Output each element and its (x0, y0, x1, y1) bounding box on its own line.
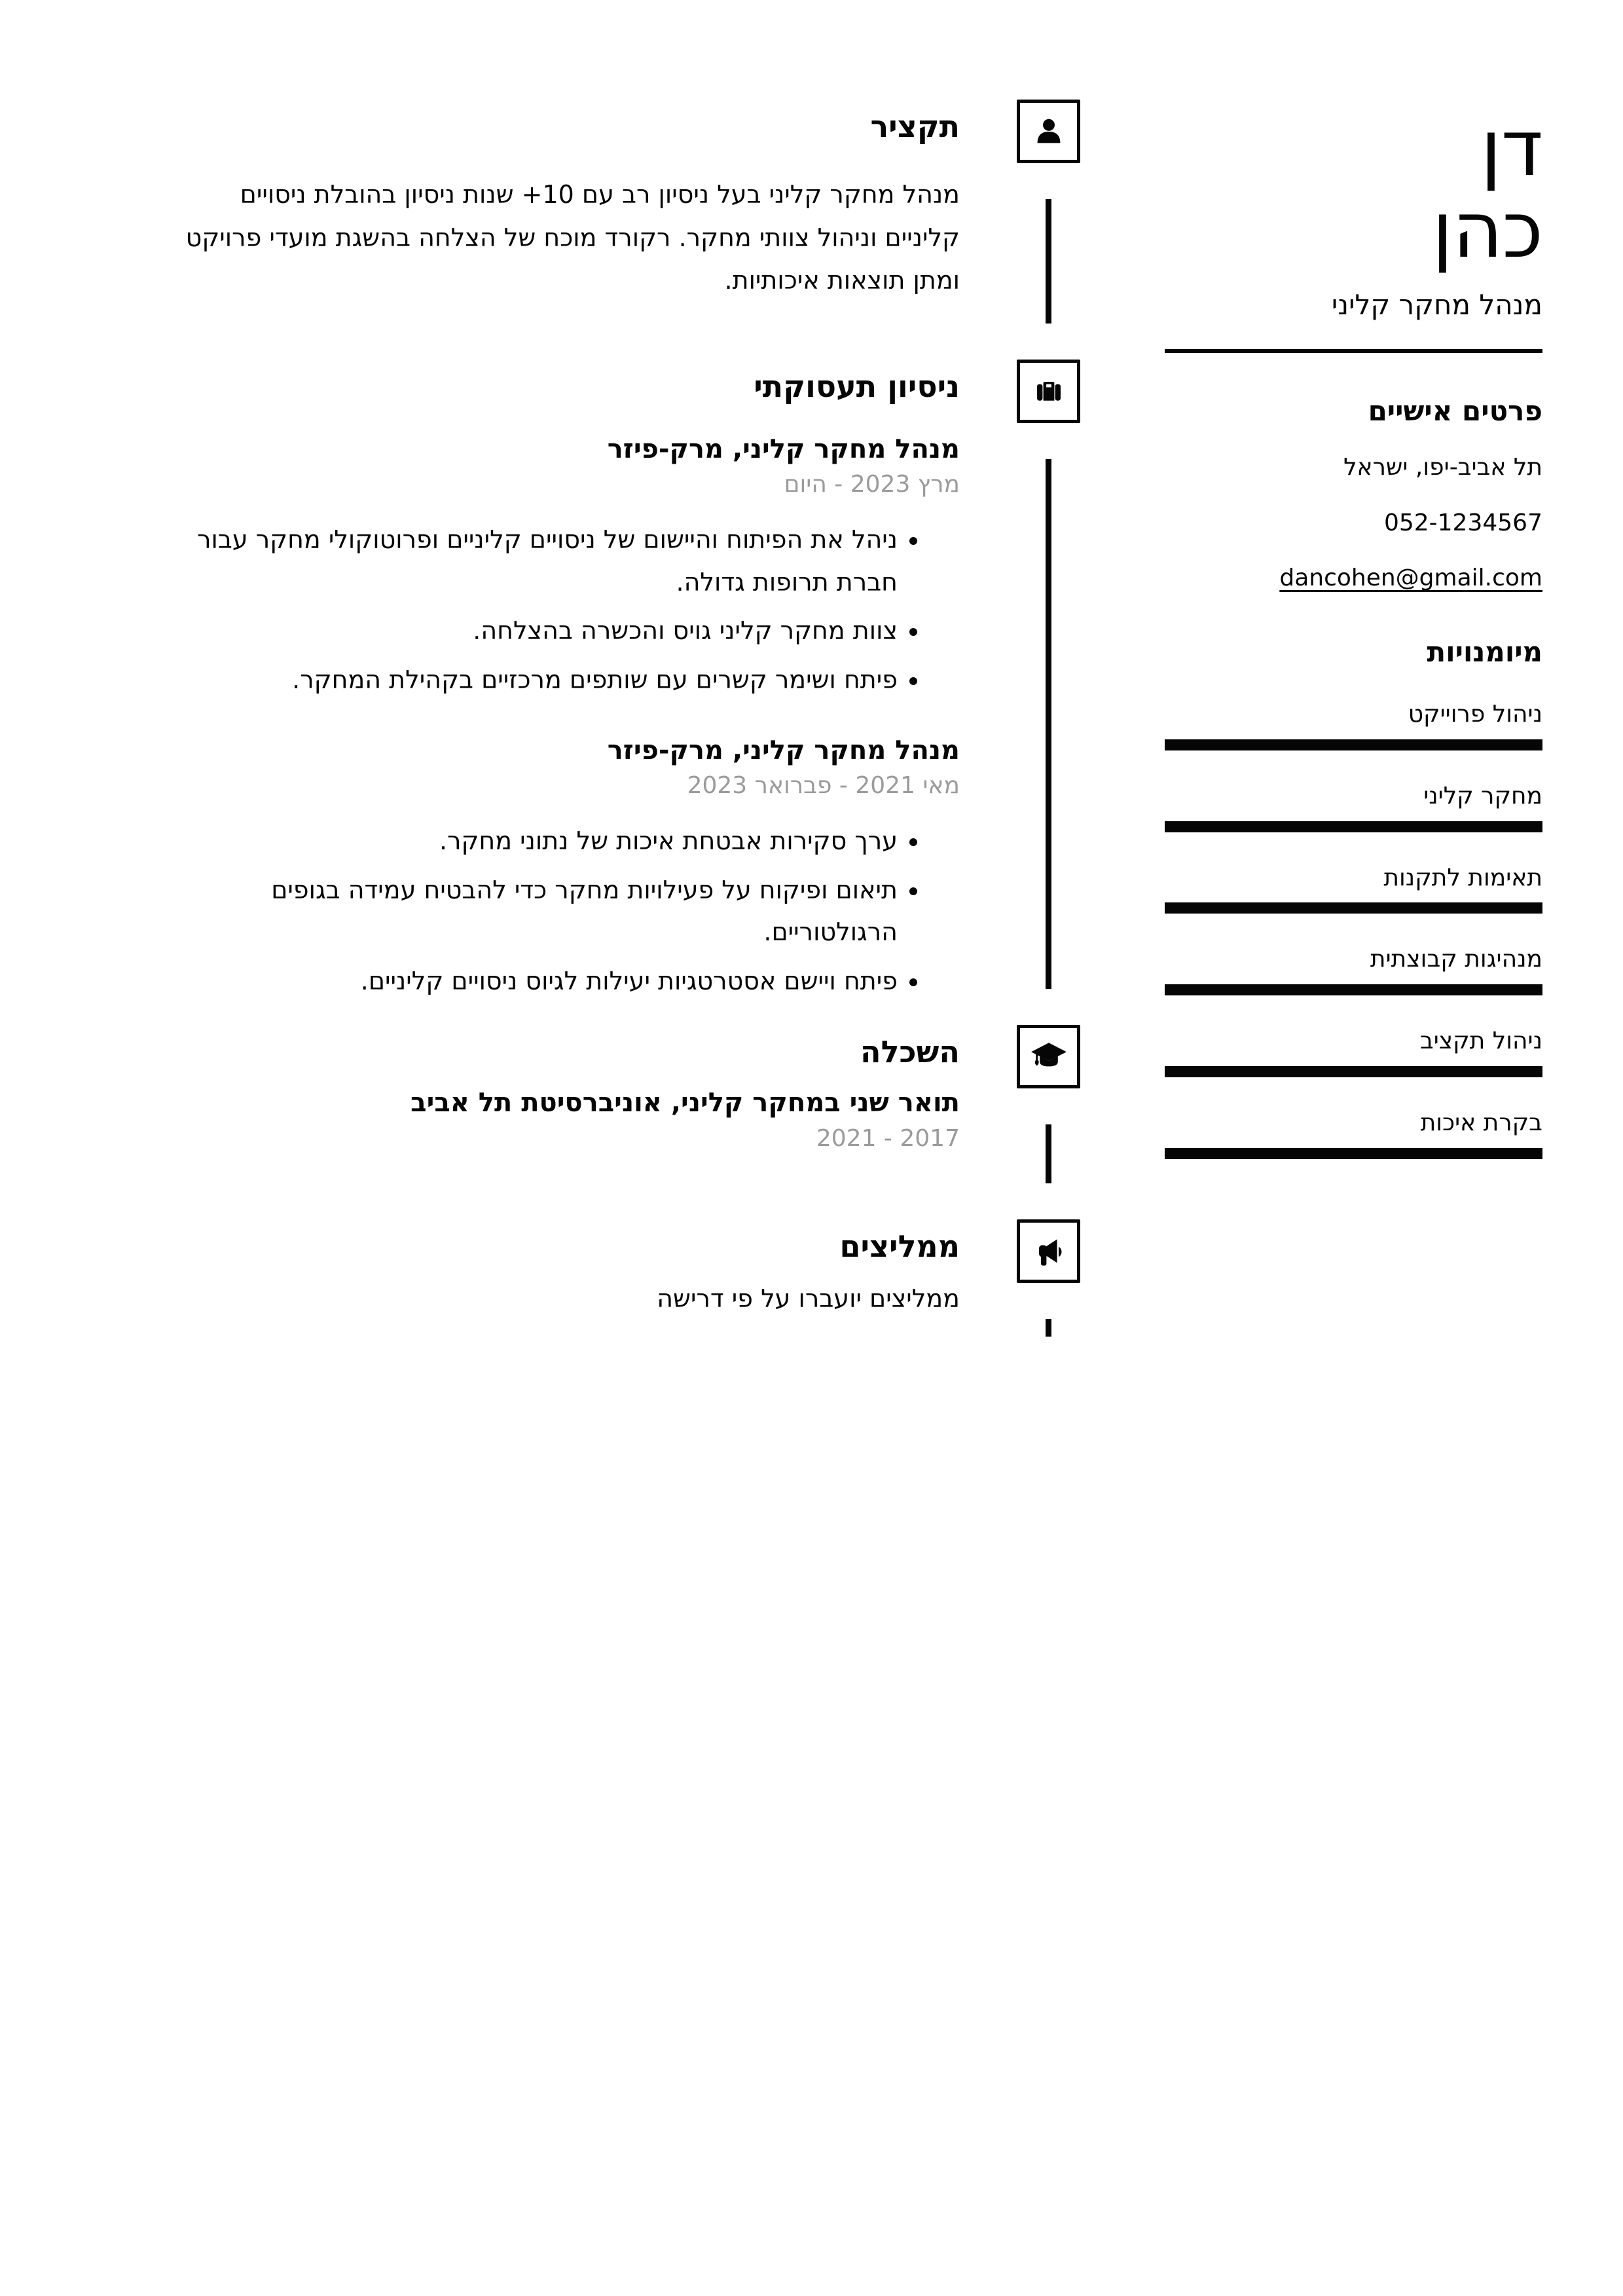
timeline-rail (1017, 1219, 1080, 1337)
timeline-line (1046, 459, 1051, 989)
job-dates: מאי 2021 - פברואר 2023 (687, 772, 960, 800)
graduation-cap-icon (1017, 1025, 1080, 1088)
job-bullet-list (173, 820, 960, 1002)
timeline-line (1046, 1124, 1051, 1183)
section-references (173, 1219, 1080, 1337)
person-icon (1017, 100, 1080, 163)
job-title: מנהל מחקר קליני, מרק-פיזר (607, 735, 960, 766)
timeline-line (1046, 199, 1051, 324)
job-bullet: • צוות מחקר קליני גויס והכשרה בהצלחה. (173, 610, 898, 652)
job-bullet-list (173, 519, 960, 701)
section-experience (173, 360, 1080, 1025)
experience-heading: ניסיון תעסוקתי (754, 369, 960, 404)
candidate-job-title: מנהל מחקר קליני (1331, 289, 1542, 322)
skill-label: בקרת איכות (1420, 1109, 1542, 1136)
skill-label: ניהול פרוייקט (1408, 700, 1542, 728)
last-name: כהן (1432, 185, 1542, 276)
skill-label: מחקר קליני (1423, 782, 1542, 809)
job-bullet: • פיתח ושימר קשרים עם שותפים מרכזיים בקהילת המחקר. (173, 659, 898, 701)
skill-level-bar (1165, 821, 1542, 832)
skill-item (1165, 699, 1542, 750)
summary-heading: תקציר (870, 109, 960, 144)
briefcase-icon (1017, 360, 1080, 423)
skill-item (1165, 863, 1542, 914)
email-row (1165, 563, 1542, 594)
timeline-rail (1017, 1025, 1080, 1219)
job-bullet: • פיתח ויישם אסטרטגיות יעילות לגיוס ניסויים קליניים. (173, 960, 898, 1003)
sidebar (1165, 0, 1542, 1159)
references-heading: ממליצים (839, 1229, 960, 1264)
skill-item (1165, 944, 1542, 995)
skills-list (1165, 699, 1542, 1159)
skill-label: תאימות לתקנות (1383, 864, 1542, 891)
skills-heading: מיומנויות (1427, 635, 1542, 668)
job-bullet: • ערך סקירות אבטחת איכות של נתוני מחקר. (173, 820, 898, 862)
skill-level-bar (1165, 1066, 1542, 1077)
skill-level-bar (1165, 902, 1542, 914)
skill-label: ניהול תקציב (1419, 1028, 1542, 1055)
first-name: דן (1480, 103, 1542, 193)
location-text: תל אביב-יפו, ישראל (1343, 454, 1542, 481)
skill-level-bar (1165, 984, 1542, 995)
education-heading: השכלה (860, 1034, 960, 1069)
job-entry (173, 432, 960, 701)
email-link[interactable]: dancohen@gmail.com (1279, 565, 1542, 592)
skill-item (1165, 1108, 1542, 1159)
job-bullet: • ניהל את הפיתוח והיישום של ניסויים קליניים ופרוטוקולי מחקר עבור חברת תרופות גדולה. (173, 519, 898, 603)
megaphone-icon (1017, 1219, 1080, 1283)
main-column (173, 0, 1080, 1337)
references-text: ממליצים יועברו על פי דרישה (657, 1284, 960, 1314)
skill-item (1165, 781, 1542, 832)
skill-level-bar (1165, 1148, 1542, 1159)
degree-title: תואר שני במחקר קליני, אוניברסיטת תל אביב (410, 1088, 960, 1119)
education-dates: 2017 - 2021 (816, 1125, 960, 1153)
sidebar-divider (1165, 349, 1542, 353)
timeline-rail (1017, 360, 1080, 1025)
job-bullet: • תיאום ופיקוח על פעילויות מחקר כדי להבטיח עמידה בגופים הרגולטוריים. (173, 869, 898, 954)
timeline-rail (1017, 100, 1080, 360)
skill-label: מנהיגות קבוצתית (1370, 946, 1542, 973)
phone-number: 052-1234567 (1383, 509, 1542, 536)
job-title: מנהל מחקר קליני, מרק-פיזר (607, 434, 960, 465)
job-dates: מרץ 2023 - היום (784, 471, 960, 498)
personal-details-heading: פרטים אישיים (1368, 394, 1542, 427)
timeline-line (1046, 1319, 1051, 1337)
section-summary (173, 100, 1080, 360)
job-entry (173, 733, 960, 1002)
skill-item (1165, 1026, 1542, 1077)
candidate-name (1165, 103, 1542, 276)
section-education (173, 1025, 1080, 1219)
summary-text: מנהל מחקר קליני בעל ניסיון רב עם 10+ שנות ניסיון בהובלת ניסויים קליניים וניהול צוותי מחקר. רקורד מוכח של הצלחה בהשגת מועדי פרויקט ומתן תוצאות איכותיות. (185, 180, 960, 295)
skill-level-bar (1165, 739, 1542, 750)
